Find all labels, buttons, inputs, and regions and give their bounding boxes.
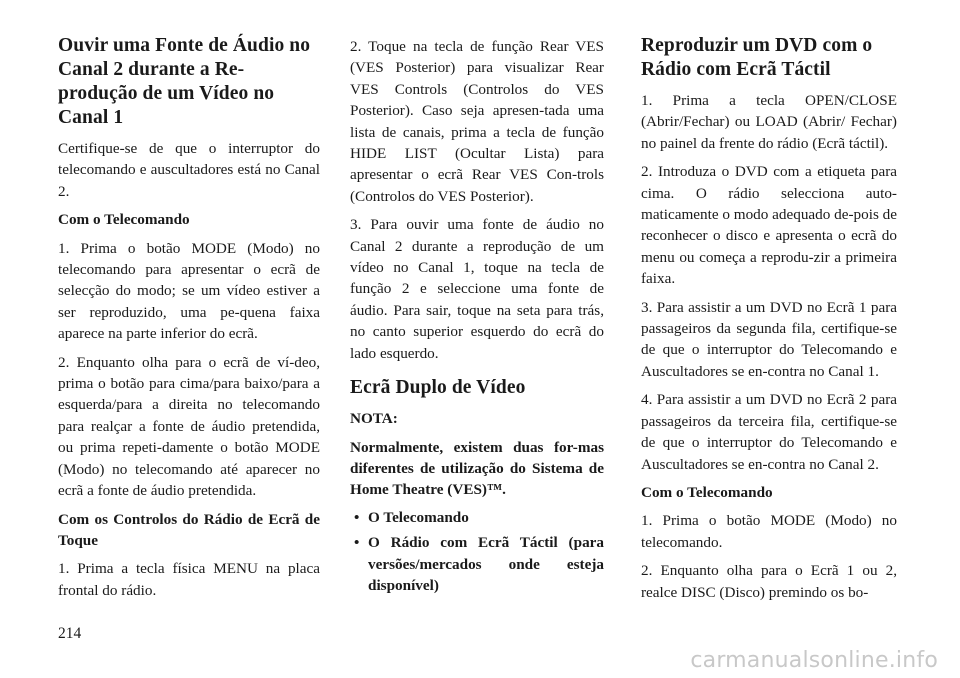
paragraph: 2. Introduza o DVD com a etiqueta para cima. O rádio selecciona auto-maticamente o modo adequado de-pois de reconhecer o disco e apresenta o ecrã do menu ou começa a reprodu-zir a primeira faixa. bbox=[641, 163, 897, 288]
paragraph: 1. Prima a tecla física MENU na placa frontal do rádio. bbox=[58, 560, 320, 599]
bullet-list bbox=[350, 507, 604, 597]
section-heading: Reproduzir um DVD com o Rádio com Ecrã Táctil bbox=[641, 35, 873, 80]
paragraph: 3. Para ouvir uma fonte de áudio no Canal 2 durante a reprodução de um vídeo no Canal 1, toque na tecla de função 2 e seleccione uma fonte de áudio. Para sair, toque na seta para trás, no canto superior esquerdo do ecrã do lado esquerdo. bbox=[350, 216, 604, 362]
paragraph: 1. Prima o botão MODE (Modo) no telecomando para apresentar o ecrã de selecção do modo; se um vídeo estiver a ser reproduzido, uma pe-quena faixa aparece na parte inferior do ecrã. bbox=[58, 239, 320, 343]
paragraph: 2. Toque na tecla de função Rear VES (VES Posterior) para visualizar Rear VES Controls (Controlos do VES Posterior). Caso seja apresen-tada uma lista de canais, prima a tecla de função HIDE LIST (Ocultar Lista) para apresentar o ecrã Rear VES Con-trols (Controlos do VES Posterior). bbox=[350, 38, 604, 205]
note-label: NOTA: bbox=[350, 410, 398, 428]
list-item: • O Telecomando bbox=[350, 507, 604, 528]
paragraph: Certifique-se de que o interruptor do telecomando e auscultadores está no Canal 2. bbox=[58, 140, 320, 200]
paragraph: 2. Enquanto olha para o Ecrã 1 ou 2, realce DISC (Disco) premindo os bo- bbox=[641, 562, 897, 601]
paragraph: 1. Prima o botão MODE (Modo) no telecomando. bbox=[641, 512, 897, 551]
paragraph: 4. Para assistir a um DVD no Ecrã 2 para passageiros da terceira fila, certifique-se de que o interruptor do Telecomando e Auscultadores se en-contra no Canal 2. bbox=[641, 391, 897, 473]
column-right bbox=[641, 34, 897, 603]
column-left bbox=[58, 34, 320, 601]
page-number: 214 bbox=[58, 625, 82, 642]
list-item: • O Rádio com Ecrã Táctil (para versões/mercados onde esteja disponível) bbox=[354, 534, 604, 594]
bullet-icon: • bbox=[354, 534, 360, 552]
section-heading: Ouvir uma Fonte de Áudio no Canal 2 durante a Re-produção de um Vídeo no Canal 1 bbox=[58, 35, 311, 128]
watermark: carmanualsonline.info bbox=[690, 648, 938, 673]
paragraph: 3. Para assistir a um DVD no Ecrã 1 para passageiros da segunda fila, certifique-se de que o interruptor do Telecomando e Auscultadores se en-contra no Canal 1. bbox=[641, 298, 897, 380]
subheading: Com o Telecomando bbox=[58, 211, 190, 229]
subheading: Com o Telecomando bbox=[641, 483, 773, 501]
column-middle bbox=[350, 36, 604, 596]
paragraph: 1. Prima a tecla OPEN/CLOSE (Abrir/Fechar) ou LOAD (Abrir/ Fechar) no painel da frente do rádio (Ecrã táctil). bbox=[641, 92, 897, 152]
bullet-icon: • bbox=[354, 508, 360, 526]
note-text: Normalmente, existem duas for-mas diferentes de utilização do Sistema de Home Theatre (VES)™. bbox=[350, 438, 604, 499]
paragraph: 2. Enquanto olha para o ecrã de ví-deo, prima o botão para cima/para baixo/para a esquerda/para a direita no telecomando para realçar a fonte de áudio pretendida, ou prima repeti-damente o botão MODE (Modo) no telecomando até aparecer no ecrã a fonte de áudio pretendida. bbox=[58, 353, 320, 500]
subheading: Com os Controlos do Rádio de Ecrã de Toque bbox=[58, 510, 320, 549]
section-heading: Ecrã Duplo de Vídeo bbox=[350, 377, 526, 399]
